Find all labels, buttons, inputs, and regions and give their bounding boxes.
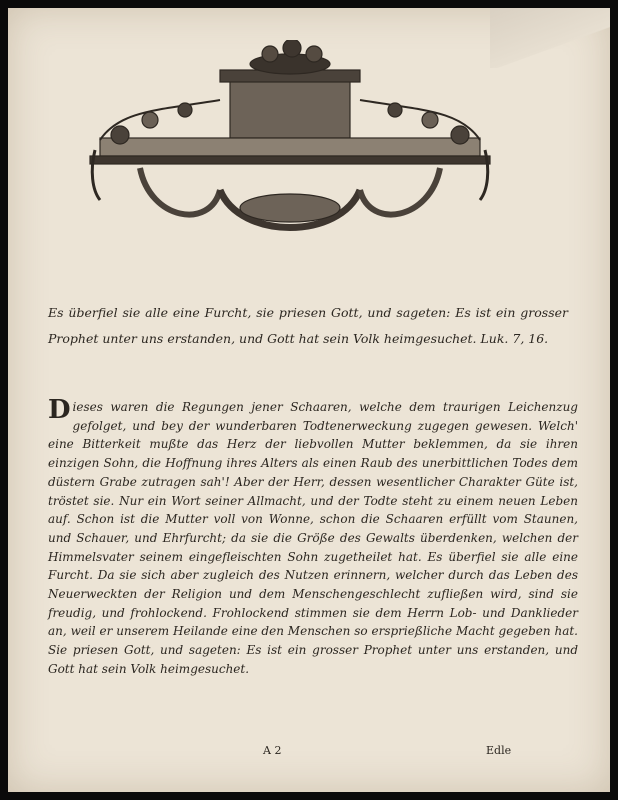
quote-text: Es überfiel sie alle eine Furcht, sie priesen Gott, und sageten: Es ist ein grosser Prophet unter uns erstanden, und Gott hat sein Volk heimgesuchet. Luk. 7, 16. [48,305,568,346]
signature-mark: A 2 [263,744,282,757]
garland-vignette-icon [70,40,510,240]
body-text: ieses waren die Regungen jener Schaaren, welche dem traurigen Leichenzug gefolget, und bey der wunderbaren Todtenerweckung zugegen gewesen. Welch' eine Bitterkeit mußte das Herz der liebvollen Mutter beklemmen, da sie ihren einzigen Sohn, die Hoffnung ihres Alters als einen Raub des unerbittlichen Todes dem düstern Grabe zutragen sah'! Aber der Herr, dessen wesentlicher Charakter Güte ist, tröstet sie. Nur ein Wort seiner Allmacht, und der Todte steht zu einem neuen Leben auf. Schon ist die Mutter voll von Wonne, schon die Schaaren erfüllt vom Staunen, und Schauer, und Ehrfurcht; da sie die Größe des Gewalts überdenken, welchen der Himmelsvater seinem eingefleischten Sohn zugetheilet hat. Es überfiel sie alle eine Furcht. Da sie sich aber zugleich des Nutzen erinnern, welcher durch das Leben des Neuerweckten der Religion und dem Menschengeschlecht zufließen wird, sind sie freudig, und frohlockend. Frohlockend stimmen sie dem Herrn Lob- und Danklieder an, weil er unserem Heilande eine den Menschen so ersprießliche Macht gegeben hat. Sie priesen Gott, und sageten: Es ist ein grosser Prophet unter uns erstanden, und Gott hat sein Volk heimgesuchet. [48,400,578,676]
drop-cap: D [48,395,71,425]
body-paragraph [48,395,578,679]
document-page [8,8,610,792]
scripture-quote [48,300,568,352]
catchword: Edle [486,744,512,757]
